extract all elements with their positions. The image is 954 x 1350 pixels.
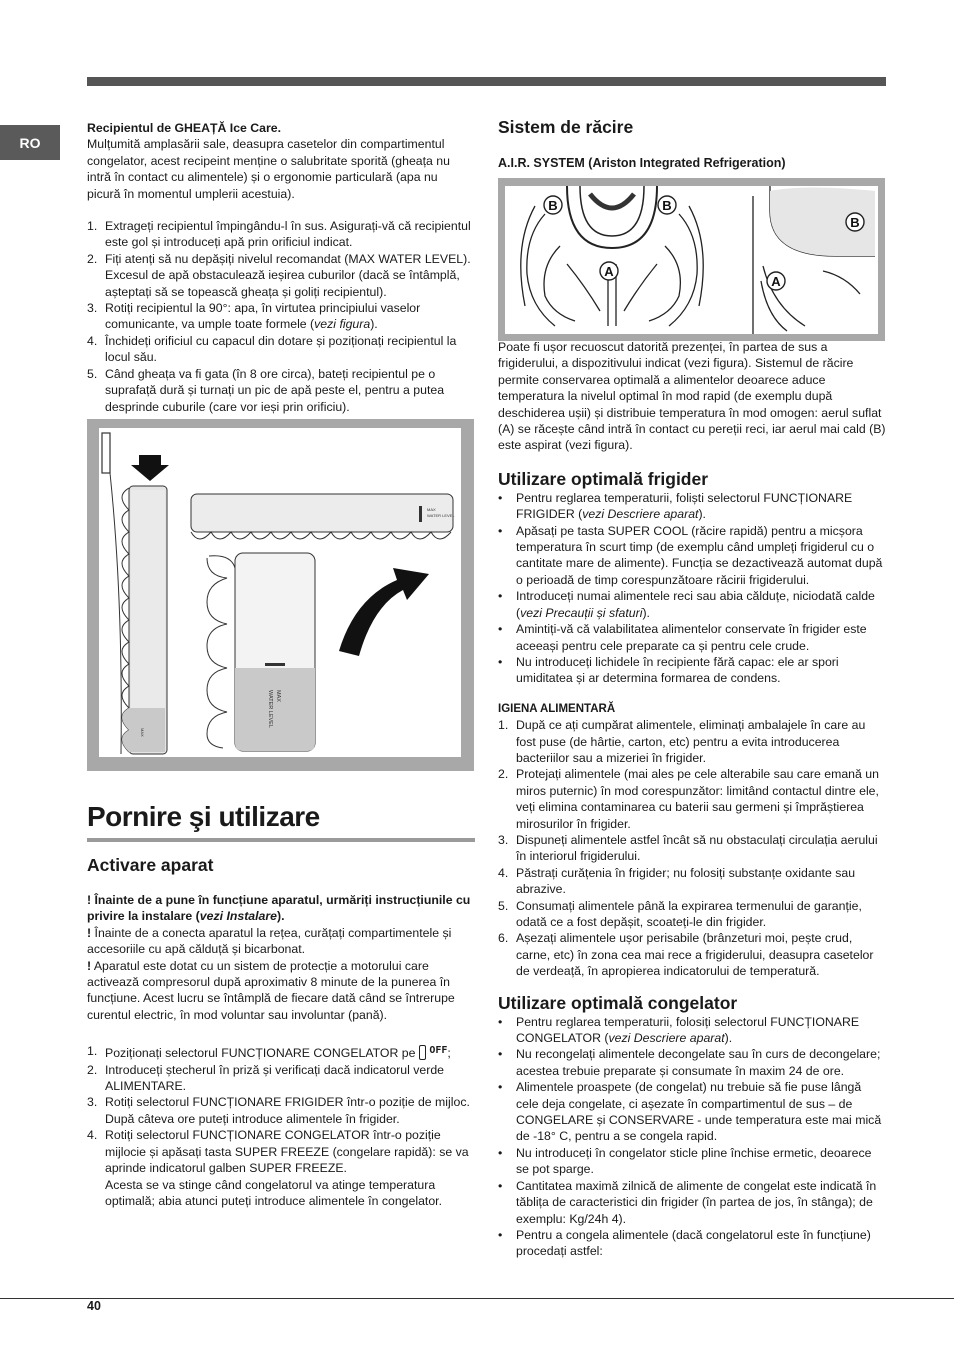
- warning-install: ! Înainte de a pune în funcțiune aparatul, urmăriți instrucțiunile cu privire la instalare (vezi Instalare).: [87, 893, 471, 924]
- list-item: • Pentru a congela alimentele (dacă congelatorul este în funcțiune) procedați astfel:: [498, 1227, 871, 1259]
- start-steps: [87, 1043, 475, 1209]
- list-item: 1. După ce ați cumpărat alimentele, eliminați ambalajele în care au fost puse (de hârtie, carton, etc) pentru a evita introducerea bacteriilor sau a mizeriei în frigider.: [498, 718, 866, 765]
- fridge-use-title: Utilizare optimală frigider: [498, 468, 709, 489]
- ice-tray-illustration: [99, 428, 461, 757]
- list-item: • Pentru reglarea temperaturii, folosiți selectorul FUNCȚIONARE CONGELATOR (vezi Descriere aparat).: [498, 1014, 860, 1046]
- air-system-title: A.I.R. SYSTEM (Ariston Integrated Refrigeration): [498, 156, 786, 170]
- label-b-left: B: [548, 198, 558, 213]
- footer-rule: [0, 1298, 954, 1299]
- list-item: 2. Fiți atenți să nu depășiți nivelul recomandat (MAX WATER LEVEL). Excesul de apă obstaculează ieșirea cuburilor (dacă se întâmplă, așteptați să se topească gheața și goliți recipientul).: [87, 251, 471, 299]
- cooling-description: Poate fi ușor recuoscut datorită prezenței, în partea de sus a frigiderului, a dispozitivului indicat (vezi figura). Sistemul de răcire permite conservarea optimală a alimentelor deoarece aduce temperatura la nivelul optimal în mod rapid (de exemplu după deschiderea ușii) și distribuie temperatura în mod omogen: aerul suflat (A) se răcește când intră în contact cu pereții reci, iar aerul mai cald (B) este aspirat (vezi figura).: [498, 340, 886, 453]
- ice-care-intro: Mulțumită amplasării sale, deasupra casetelor din compartimentul congelator, acest recipeint menține o salubritate sporită (gheața nu intră în contact cu alimentele) și o ergonomie particulară (apa nu picură în momentul umplerii acestuia).: [87, 137, 450, 201]
- freezer-use-title: Utilizare optimală congelator: [498, 992, 738, 1013]
- max-label-3: MAX: [275, 690, 281, 702]
- list-item: • Alimentele proaspete (de congelat) nu trebuie să fie puse lângă cele deja congelate, ci așezate în compartimentul de sus – de CONGELARE și CONSERVARE - unde temperatura este mai mică de -18° C, pentru a se congela rapid.: [498, 1080, 882, 1144]
- ice-care-title: Recipientul de GHEAȚĂ Ice Care.: [87, 121, 282, 135]
- list-item: • Nu introduceți lichidele în recipiente fără capac: ele ar spori umiditatea și ar determina formarea de condens.: [498, 654, 839, 686]
- freezer-tips-list: [498, 1014, 886, 1260]
- language-tab: RO: [0, 125, 60, 160]
- list-item: 4. Rotiți selectorul FUNCȚIONARE CONGELATOR într-o poziție mijlocie și apăsați tasta SUPER FREEZE (congelare rapidă): se va aprinde indicatorul galben SUPER FREEZE. Acesta se va stinge când congelatorul va atinge temperatura optimală; abia atunci puteți introduce alimentele în congelator.: [87, 1128, 469, 1208]
- right-column: [498, 116, 886, 171]
- list-item: 6. Așezați alimentele ușor perisabile (brânzeturi moi, pește crud, carne, etc) în zona cea mai rece a frigiderului, deasupra casetelor de verdeață, în apropierea indicatorului de temperatură.: [498, 931, 874, 979]
- water-level-label-3: WATER LEVEL: [267, 690, 273, 728]
- water-level-label-2: WATER LEVEL: [427, 513, 455, 518]
- off-knob-icon: [419, 1045, 426, 1060]
- list-item: 2. Introduceți ștecherul în priză și verificați dacă indicatorul verde ALIMENTARE.: [87, 1062, 445, 1094]
- list-item: 5. Consumați alimentele până la expirarea termenului de garanție, odată ce a fost depășit, scoateți-le din frigider.: [498, 898, 862, 929]
- max-label-2: MAX: [427, 507, 436, 512]
- hygiene-list: [498, 717, 886, 980]
- cooling-title: Sistem de răcire: [498, 117, 634, 137]
- list-item: • Cantitatea maximă zilnică de alimente de congelat este indicată în tăblița de caracteristici din frigider (în partea de jos, în stânga); de exemplu: Kg/24h 4).: [498, 1178, 877, 1226]
- label-a-side: A: [771, 274, 781, 289]
- ice-care-steps: [87, 218, 473, 415]
- list-item: 3. Rotiți recipientul la 90°: apa, în virtutea principiului vaselor comunicante, va umple toate formele (vezi figura).: [87, 301, 421, 332]
- warning-compressor: ! Aparatul este dotat cu un sistem de protecție a motorului care activează compresorul după aproximativ 8 minute de la punerea în funcțiune. Acest lucru se întâmplă de fiecare dată când se întrerupe curentul electric, în mod voluntar sau involuntar (pană).: [87, 958, 455, 1022]
- activate-title: Activare aparat: [87, 855, 214, 875]
- list-item: 2. Protejați alimentele (mai ales pe cele alterabile sau care emană un miros puternic) în mod corespunzător: limitând contactul dintre ele, veți elimina contaminarea cu baterii sau germeni și împrăștierea mirosurilor în frigider.: [498, 767, 879, 831]
- list-item: • Pentru reglarea temperaturii, foliști selectorul FUNCȚIONARE FRIGIDER (vezi Descriere aparat).: [498, 490, 853, 522]
- list-item: 3. Rotiți selectorul FUNCȚIONARE FRIGIDER într-o poziție de mijloc. După câteva ore puteți introduce alimentele în frigider.: [87, 1095, 470, 1126]
- start-section: [87, 800, 475, 1209]
- list-item: 3. Dispuneți alimentele astfel încât să nu obstaculați circulația aerului în interiorul frigiderului.: [498, 832, 878, 864]
- page-number: 40: [87, 1299, 101, 1313]
- list-item: • Nu introduceți în congelator sticle pline închise ermetic, deoarece se pot sparge.: [498, 1145, 872, 1177]
- top-rule: [87, 77, 886, 86]
- warning-clean: ! Înainte de a conecta aparatul la rețea, curățați compartimentele și accesoriile cu apă călduță și bicarbonat.: [87, 925, 452, 957]
- fridge-tips-list: [498, 490, 886, 687]
- label-b-right: B: [662, 198, 672, 213]
- max-label-1: MAX: [140, 728, 145, 737]
- label-b-side: B: [850, 215, 860, 230]
- left-column: [87, 120, 473, 415]
- list-item: 5. Când gheața va fi gata (în 8 ore circa), bateți recipientul pe o suprafață dură și turnați un pic de apă peste el, pentru a putea desprinde cuburile (care vor ieși prin orificiu).: [87, 366, 445, 414]
- air-flow-illustration: [505, 186, 878, 334]
- list-item: 1. Poziționați selectorul FUNCȚIONARE CONGELATOR pe $^{OFF}$;: [87, 1044, 451, 1061]
- label-a-front: A: [604, 264, 614, 279]
- list-item: • Amintiți-vă că valabilitatea alimentelor conservate în frigider este aceeași pentru cele preparate ca și pentru cele crude.: [498, 622, 867, 653]
- list-item: 4. Închideți orificiul cu capacul din dotare și poziționați recipientul la locul său.: [87, 333, 457, 365]
- ice-tray-figure: [87, 419, 474, 771]
- list-item: • Introduceți numai alimentele reci sau abia călduțe, niciodată calde (vezi Precauții și sfaturi).: [498, 589, 875, 620]
- list-item: 4. Păstrați curățenia în frigider; nu folosiți substanțe oxidante sau abrazive.: [498, 865, 856, 897]
- air-system-figure: [498, 178, 885, 341]
- list-item: 1. Extrageți recipientul împingându-l în sus. Asigurați-vă că recipientul este gol și introduceți apă prin orificiul indicat.: [87, 219, 471, 250]
- right-column-body: [498, 339, 886, 1260]
- list-item: • Apăsați pe tasta SUPER COOL (răcire rapidă) pentru a micșora temperatura în scurt timp (de exemplu când umpleți frigiderul cu o cantitate mare de alimente). Funcția se dezactivează automat după o perioadă de timp corespunzătoare răcirii frigiderului.: [498, 523, 883, 587]
- list-item: • Nu recongelați alimentele decongelate sau în curs de decongelare; acestea trebuie preparate și consumate în maxim 24 de ore.: [498, 1047, 881, 1078]
- section-title: Pornire şi utilizare: [87, 801, 320, 832]
- hygiene-title: IGIENA ALIMENTARĂ: [498, 702, 616, 715]
